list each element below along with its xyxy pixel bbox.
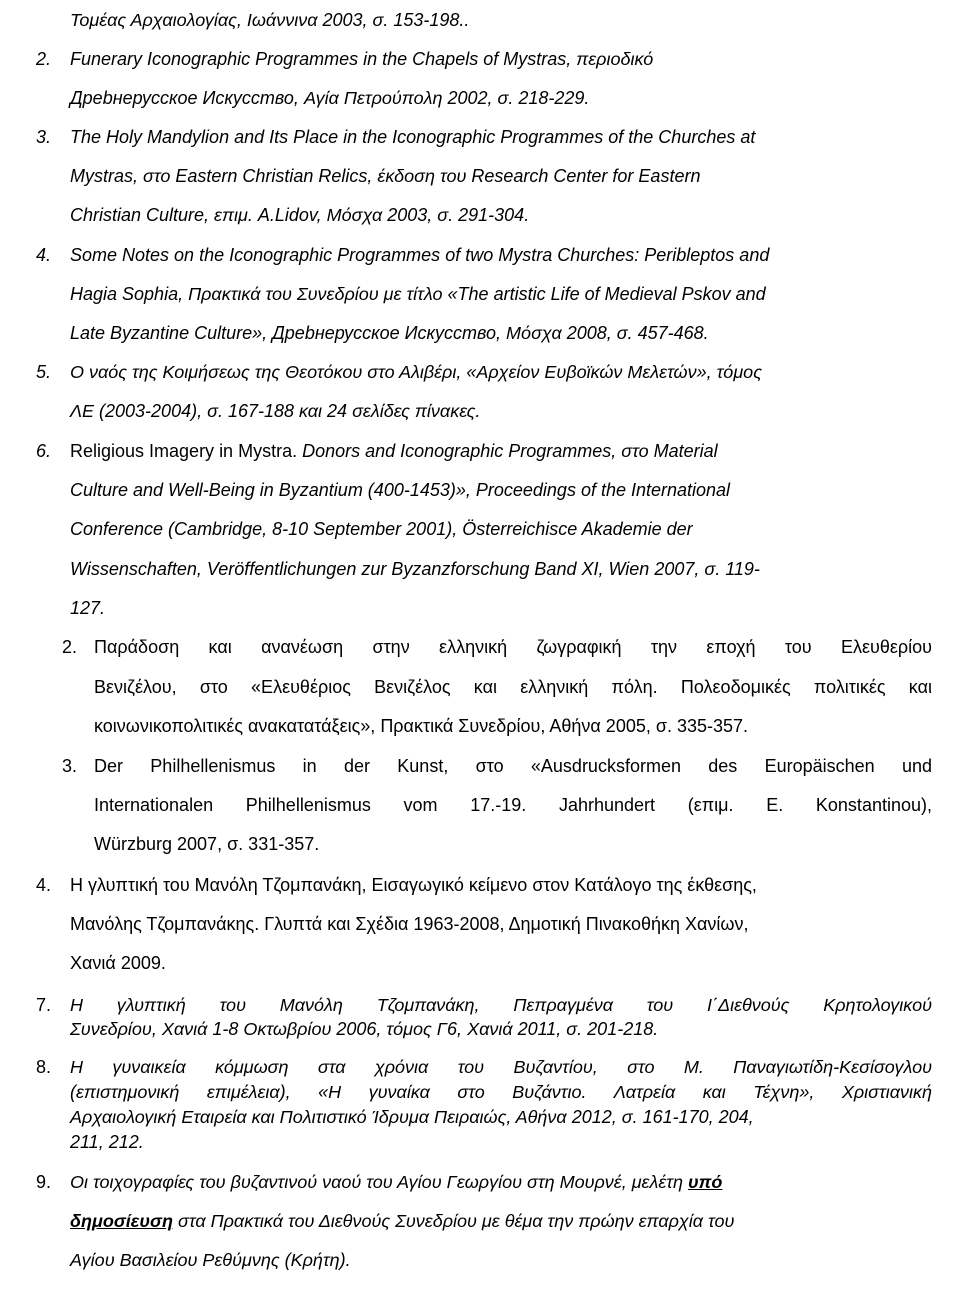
text-line: Μανόλης Τζομπανάκης. Γλυπτά και Σχέδια 1963-2008, Δημοτική Πινακοθήκη Χανίων, bbox=[70, 914, 749, 934]
item-number: 6. bbox=[36, 441, 52, 461]
text-line: Some Notes on the Iconographic Programmes of two Mystra Churches: Peribleptos and bbox=[70, 245, 770, 265]
text-line: κοινωνικοπολιτικές ανακατατάξεις», Πρακτικά Συνεδρίου, Αθήνα 2005, σ. 335-357. bbox=[94, 716, 749, 736]
item-number: 4. bbox=[36, 875, 52, 895]
item-number: 9. bbox=[36, 1172, 52, 1192]
text-line: Mystras, στο Eastern Christian Relics, έκδοση του Research Center for Eastern bbox=[70, 166, 701, 186]
text-line: Der Philhellenismus in der Kunst, στο «Ausdrucksformen des Europäischen und bbox=[94, 756, 932, 776]
text-line bbox=[70, 1210, 734, 1232]
item-number: 3. bbox=[62, 756, 78, 776]
item-number: 5. bbox=[36, 362, 52, 382]
text-line: Συνεδρίου, Χανιά 1-8 Οκτωβρίου 2006, τόμος Γ6, Χανιά 2011, σ. 201-218. bbox=[70, 1019, 659, 1039]
text-line: (επιστημονική επιμέλεια), «Η γυναίκα στο Βυζάντιο. Λατρεία και Τέχνη», Χριστιανική bbox=[70, 1082, 932, 1102]
text-line: Christian Culture, επιμ. A.Lidov, Μόσχα 2003, σ. 291-304. bbox=[70, 205, 530, 225]
text-line: Χανιά 2009. bbox=[70, 953, 166, 973]
item-number: 7. bbox=[36, 995, 52, 1015]
item-number: 2. bbox=[36, 49, 52, 69]
text-line: Αγίου Βασιλείου Ρεθύμνης (Κρήτη). bbox=[70, 1250, 351, 1270]
text-line: Ο ναός της Κοιμήσεως της Θεοτόκου στο Αλιβέρι, «Αρχείον Ευβοϊκών Μελετών», τόμος bbox=[70, 362, 762, 382]
text-line: Τομέας Αρχαιολογίας, Ιωάννινα 2003, σ. 153-198.. bbox=[70, 10, 470, 30]
text-line: Hagia Sophia, Πρακτικά του Συνεδρίου με τίτλο «The artistic Life of Medieval Pskov and bbox=[70, 284, 766, 304]
text-line: Дреbнерусское Искусство, Αγία Πετρούπολη 2002, σ. 218-229. bbox=[70, 88, 590, 108]
text-line: Funerary Iconographic Programmes in the Chapels of Mystras, περιοδικό bbox=[70, 49, 654, 69]
text-line: ΛΕ (2003-2004), σ. 167-188 και 24 σελίδες πίνακες. bbox=[70, 401, 481, 421]
item-number: 8. bbox=[36, 1057, 52, 1077]
text-line: Würzburg 2007, σ. 331-357. bbox=[94, 834, 320, 854]
emphasis-bold: δημοσίευση bbox=[70, 1211, 173, 1231]
text-line: 211, 212. bbox=[70, 1132, 144, 1152]
text-line bbox=[70, 1171, 722, 1193]
text-line: Internationalen Philhellenismus vom 17.-19. Jahrhundert (επιμ. E. Konstantinou), bbox=[94, 795, 932, 815]
text-line: Η γλυπτική του Μανόλη Τζομπανάκη, Εισαγωγικό κείμενο στον Κατάλογο της έκθεσης, bbox=[70, 875, 757, 895]
text-line: Culture and Well-Being in Byzantium (400-1453)», Proceedings of the International bbox=[70, 480, 731, 500]
text-italic: Οι τοιχογραφίες του βυζαντινού ναού του Αγίου Γεωργίου στη Μουρνέ, μελέτη bbox=[70, 1172, 688, 1192]
text-line: Conference (Cambridge, 8-10 September 2001), Österreichisce Akademie der bbox=[70, 519, 693, 539]
text-line: Η γυναικεία κόμμωση στα χρόνια του Βυζαντίου, στο Μ. Παναγιωτίδη-Κεσίσογλου bbox=[70, 1057, 932, 1077]
text-line: Late Byzantine Culture», Дреbнерусское Искусство, Μόσχα 2008, σ. 457-468. bbox=[70, 323, 709, 343]
text-line: Αρχαιολογική Εταιρεία και Πολιτιστικό Ίδρυμα Πειραιώς, Αθήνα 2012, σ. 161-170, 204, bbox=[70, 1107, 754, 1127]
text-line: 127. bbox=[70, 598, 106, 618]
text-line: Η γλυπτική του Μανόλη Τζομπανάκη, Πεπραγμένα του Ι΄Διεθνούς Κρητολογικού bbox=[70, 995, 932, 1015]
text-italic: στα Πρακτικά του Διεθνούς Συνεδρίου με θέμα την πρώην επαρχία του bbox=[172, 1211, 735, 1231]
text-line: Βενιζέλου, στο «Ελευθέριος Βενιζέλος και ελληνική πόλη. Πολεοδομικές πολιτικές και bbox=[94, 677, 932, 697]
text-italic: Donors and Iconographic Programmes, στο Material bbox=[297, 441, 718, 461]
emphasis-bold: υπό bbox=[687, 1172, 723, 1192]
text-line bbox=[70, 440, 718, 462]
item-number: 3. bbox=[36, 127, 52, 147]
text-line: Παράδοση και ανανέωση στην ελληνική ζωγραφική την εποχή του Ελευθερίου bbox=[94, 637, 932, 657]
text-line: The Holy Mandylion and Its Place in the Iconographic Programmes of the Churches at bbox=[70, 127, 756, 147]
text-line: Wissenschaften, Veröffentlichungen zur Byzanzforschung Band XI, Wien 2007, σ. 119- bbox=[70, 559, 760, 579]
item-number: 4. bbox=[36, 245, 52, 265]
title-roman: Religious Imagery in Mystra. bbox=[70, 441, 298, 461]
item-number: 2. bbox=[62, 637, 78, 657]
